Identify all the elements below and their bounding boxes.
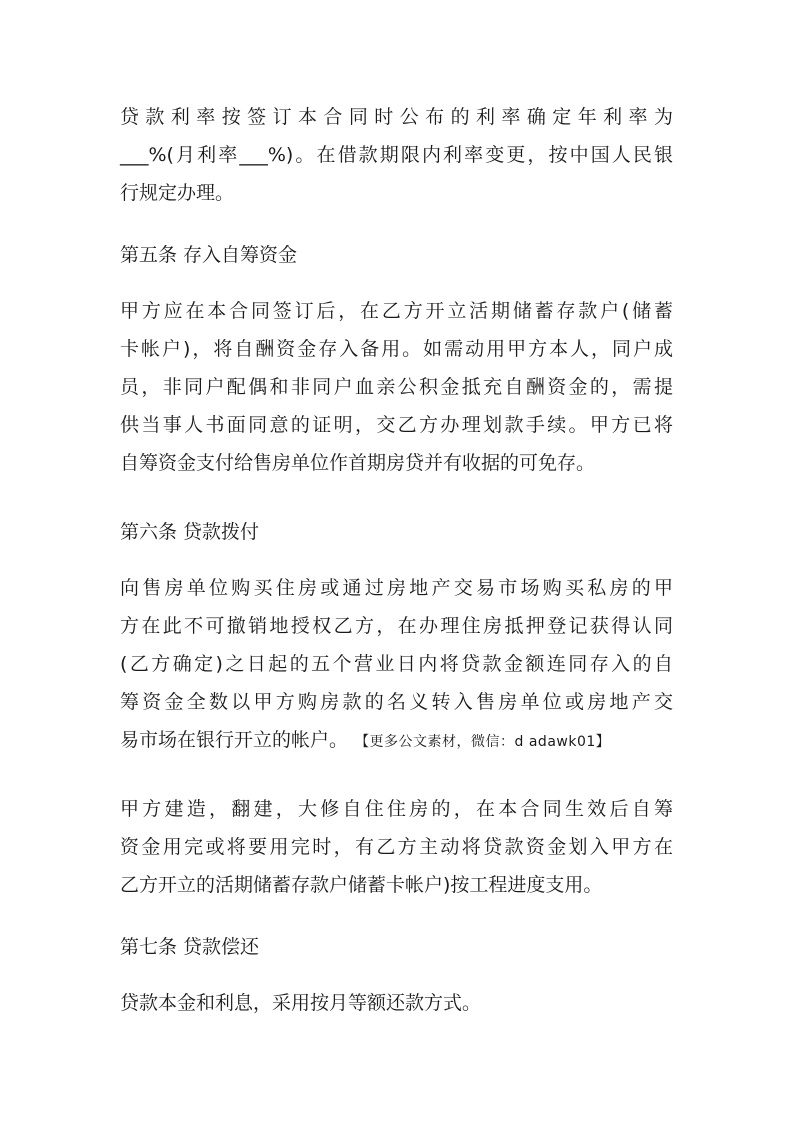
article-7-heading: 第七条 贷款偿还 <box>120 936 260 958</box>
paragraph-line: 甲方应在本合同签订后，在乙方开立活期储蓄存款户(储蓄 <box>120 300 673 322</box>
paragraph-line: 卡帐户)，将自酬资金存入备用。如需动用甲方本人，同户成 <box>120 338 673 360</box>
paragraph-line: 方在此不可撤销地授权乙方，在办理住房抵押登记获得认同 <box>120 615 673 637</box>
promo-note: 【更多公文素材，微信：d adawk01】 <box>362 734 611 750</box>
paragraph-line: 乙方开立的活期储蓄存款户储蓄卡帐户)按工程进度支用。 <box>120 874 603 896</box>
paragraph-line: 员，非同户配偶和非同户血亲公积金抵充自酬资金的，需提 <box>120 376 673 398</box>
paragraph-line: ___%(月利率___%)。在借款期限内利率变更，按中国人民银 <box>120 144 673 166</box>
paragraph-repayment <box>120 984 673 1022</box>
paragraph-line: (乙方确定)之日起的五个营业日内将贷款金额连同存入的自 <box>120 653 673 675</box>
paragraph-loan-disbursement <box>120 569 673 759</box>
article-5-heading: 第五条 存入自筹资金 <box>120 244 298 266</box>
paragraph-self-funds <box>120 292 673 482</box>
paragraph-line: 筹资金全数以甲方购房款的名义转入售房单位或房地产交 <box>120 691 673 713</box>
article-6-heading: 第六条 贷款拨付 <box>120 521 260 543</box>
paragraph-line: 供当事人书面同意的证明，交乙方办理划款手续。甲方已将 <box>120 414 673 436</box>
paragraph-line: 行规定办理。 <box>120 182 235 204</box>
paragraph-line: 向售房单位购买住房或通过房地产交易市场购买私房的甲 <box>120 577 673 599</box>
paragraph-line: 贷款利率按签订本合同时公布的利率确定年利率为 <box>120 106 673 128</box>
paragraph-line-text: 易市场在银行开立的帐户。 <box>120 729 349 751</box>
paragraph-line: 贷款本金和利息，采用按月等额还款方式。 <box>120 992 482 1014</box>
paragraph-line: 甲方建造，翻建，大修自住住房的，在本合同生效后自筹 <box>120 798 673 820</box>
paragraph-interest-rate <box>120 98 673 212</box>
paragraph-line: 资金用完或将要用完时，有乙方主动将贷款资金划入甲方在 <box>120 836 673 858</box>
paragraph-line: 自筹资金支付给售房单位作首期房贷并有收据的可免存。 <box>120 452 596 474</box>
paragraph-line <box>120 721 673 759</box>
paragraph-self-built-housing <box>120 790 673 904</box>
